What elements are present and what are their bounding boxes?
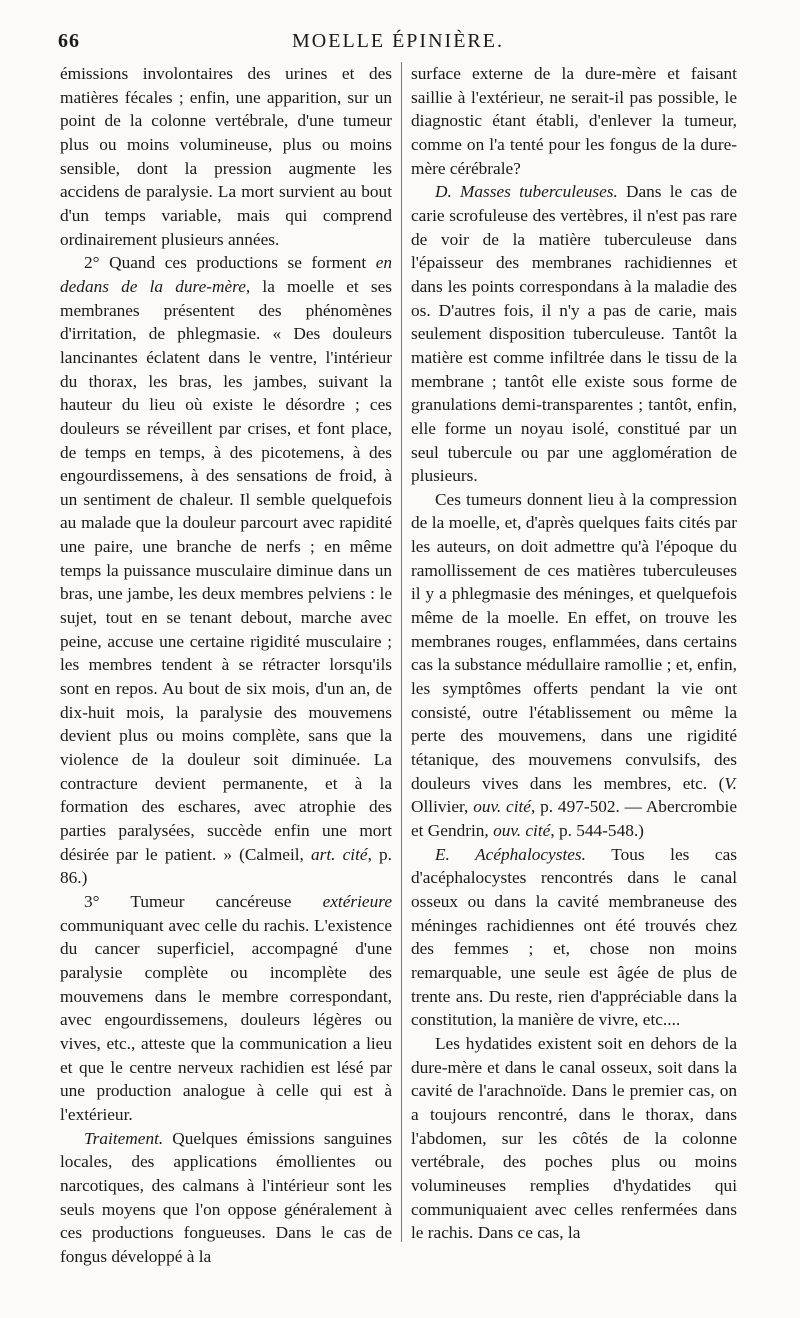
paragraph: Traitement. Quelques émissions sanguines locales, des applications émollientes ou narcotiques, des calmans à l'intérieur sont les seuls moyens que l'on oppose généralement à ces productions fongueuses. Dans le cas de fongus développé à la <box>60 1128 392 1266</box>
page-number: 66 <box>58 30 80 52</box>
paragraph: Ces tumeurs donnent lieu à la compression de la moelle, et, d'après quelques faits cités par les auteurs, on doit admettre qu'à l'époque du ramollissement de ces matières tuberculeuses il y a phlegmasie des méninges, et quelquefois même de la moelle. En effet, on trouve les membranes rouges, enflammées, dans certains cas la substance médullaire ramollie ; et, enfin, les symptômes offerts pendant la vie ont consisté, outre l'établissement ou même la perte des mouvemens, dans une rigidité tétanique, des mouvemens convulsifs, des douleurs vives dans les membres, etc. (V. Ollivier, ouv. cité, p. 497-502. — Abercrombie et Gendrin, ouv. cité, p. 544-548.) <box>411 489 737 840</box>
paragraph: Les hydatides existent soit en dehors de la dure-mère et dans le canal osseux, soit dans la cavité de l'arachnoïde. Dans le premier cas, on a toujours rencontré, dans le thorax, dans l'abdomen, sur les côtés de la colonne vertébrale, des poches plus ou moins volumineuses remplies d'hydatides qui communiquaient avec celles renfermées dans le rachis. Dans ce cas, la <box>411 1033 737 1243</box>
paragraph: E. Acéphalocystes. Tous les cas d'acéphalocystes rencontrés dans le canal osseux ou dans la cavité membraneuse des méninges rachidiennes ont été trouvés chez des femmes ; et, chose non moins remarquable, une seule est âgée de plus de trente ans. Du reste, rien d'appréciable dans la constitution, la manière de vivre, etc.... <box>411 844 737 1030</box>
paragraph: 2° Quand ces productions se forment en dedans de la dure-mère, la moelle et ses membranes présentent des phénomènes d'irritation, de phlegmasie. « Des douleurs lancinantes éclatent dans le ventre, l'intérieur du thorax, les bras, les jambes, suivant la hauteur du lieu où existe le désordre ; ces douleurs se réveillent par crises, et font place, de temps en temps, à des picotemens, à des engourdissemens, à des sensations de froid, à un sentiment de chaleur. Il semble quelquefois au malade que la douleur parcourt avec rapidité une paire, une branche de nerfs ; en même temps la puissance musculaire diminue dans un bras, une jambe, les deux membres pelviens : le sujet, tout en se tenant debout, marche avec peine, accuse une certaine rigidité musculaire ; les membres tendent à se rétracter lorsqu'ils sont en repos. Au bout de six mois, d'un an, de dix-huit mois, la paralysie des mouvemens devient plus ou moins complète, sans que la violence de la douleur soit diminuée. La contracture devient permanente, et à la formation des eschares, avec atrophie des parties paralysées, succède enfin une mort désirée par le patient. » (Calmeil, art. cité, p. 86.) <box>60 253 392 888</box>
page-header <box>58 30 738 60</box>
paragraph: émissions involontaires des urines et des matières fécales ; enfin, une apparition, sur un point de la colonne vertébrale, d'une tumeur plus ou moins volumineuse, plus ou moins sensible, dont la pression augmente les accidens de paralysie. La mort survient au bout d'un temps variable, mais qui comprend ordinairement plusieurs années. <box>60 64 392 249</box>
paragraph: 3° Tumeur cancéreuse extérieure communiquant avec celle du rachis. L'existence du cancer superficiel, accompagné d'une paralysie complète ou incomplète des mouvemens dans le membre correspondant, avec engourdissemens, douleurs légères ou vives, etc., atteste que la communication a lieu et que le centre nerveux rachidien est lésé par une production analogue à celle qui est à l'extérieur. <box>60 891 392 1124</box>
column-divider <box>401 62 402 1242</box>
paragraph: D. Masses tuberculeuses. Dans le cas de carie scrofuleuse des vertèbres, il n'est pas rare de voir de la matière tuberculeuse dans l'épaisseur des membranes rachidiennes et dans les points correspondans à la maladie des os. D'autres fois, il n'y a pas de carie, mais seulement disposition tuberculeuse. Tantôt la matière est comme infiltrée dans le tissu de la membrane ; tantôt elle existe sous forme de granulations demi-transparentes ; tantôt, enfin, elle forme un noyau isolé, constitué par un seul tubercule ou par une agglomération de plusieurs. <box>411 182 737 486</box>
paragraph: surface externe de la dure-mère et faisant saillie à l'extérieur, ne serait-il pas possible, le diagnostic étant établi, d'enlever la tumeur, comme on l'a tenté pour les fongus de la dure-mère cérébrale? <box>411 64 737 178</box>
running-title: MOELLE ÉPINIÈRE. <box>292 30 504 52</box>
left-column <box>60 62 392 1268</box>
right-column <box>411 62 737 1245</box>
